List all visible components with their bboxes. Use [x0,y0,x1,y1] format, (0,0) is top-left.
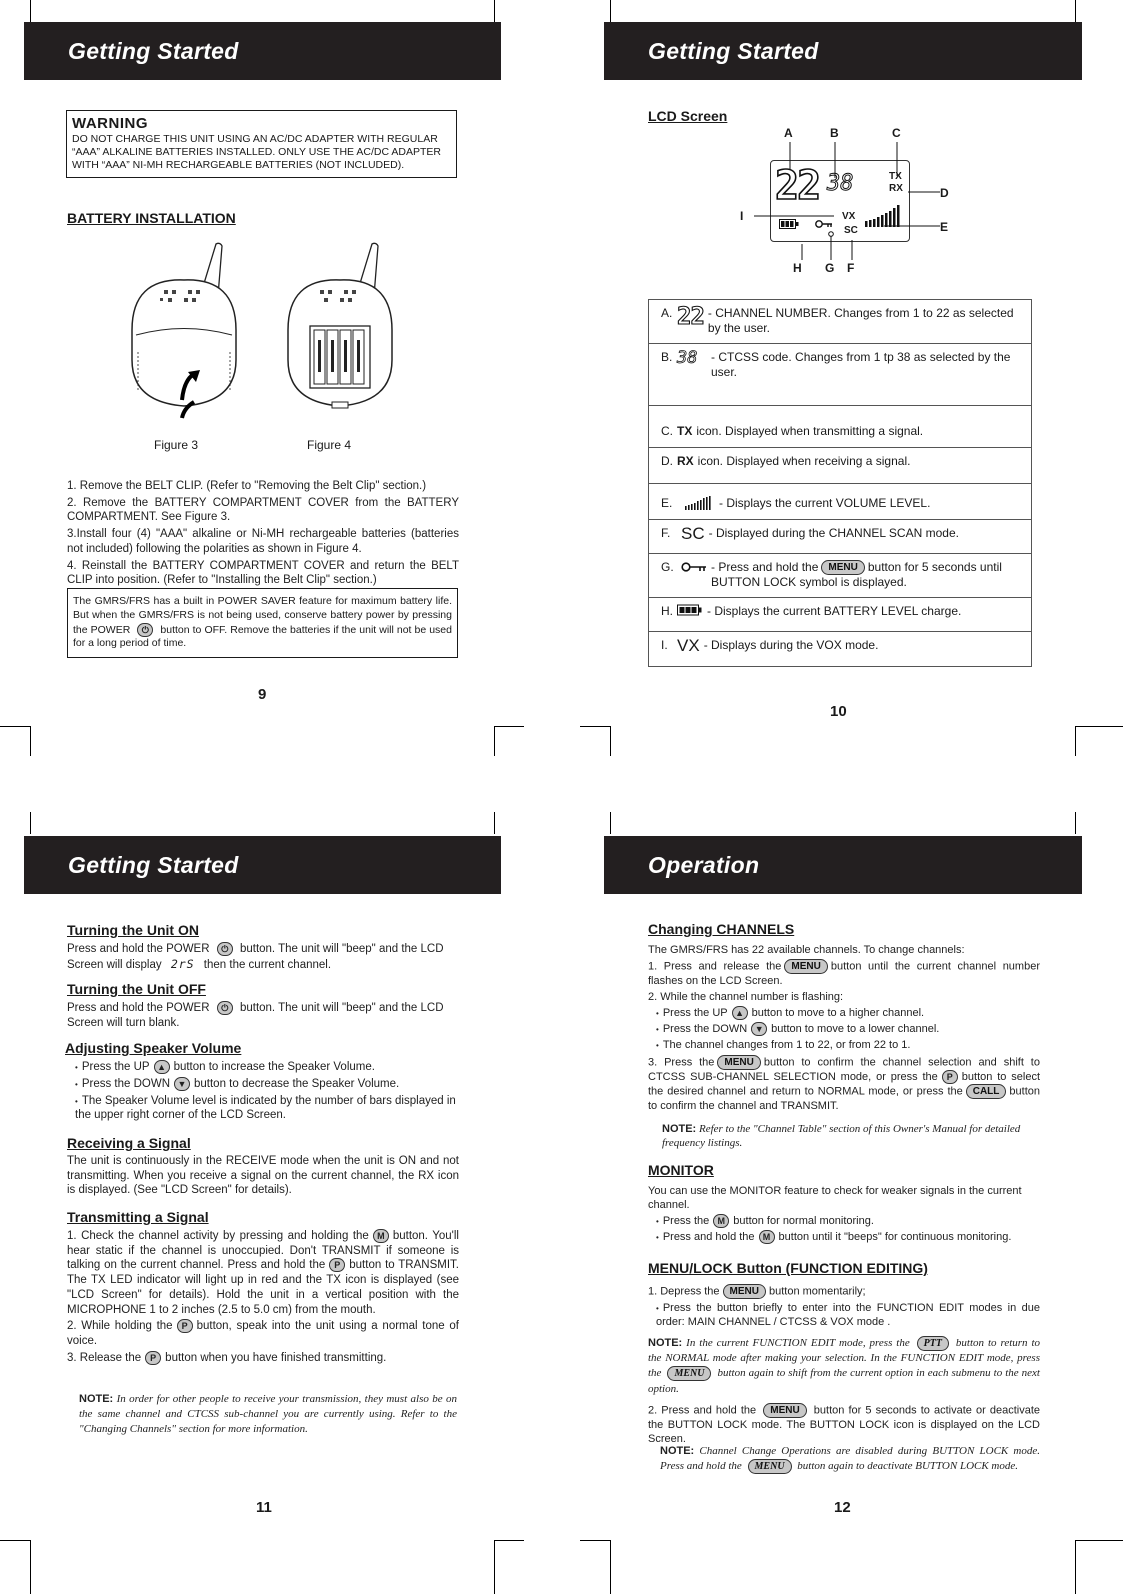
monitor-item-2 [648,1230,1040,1244]
changing-channels-heading: Changing CHANNELS [648,921,795,937]
page-banner: Getting Started [24,836,501,894]
ch-down-text-a: Press the DOWN [662,1023,748,1036]
m1-text-a: 1. Depress the [648,1285,720,1298]
up-arrow-icon: ▲ [154,1060,170,1074]
rx-icon: RX [677,454,694,468]
off-text-b: button. The unit will "beep" and the LCD Screen will turn blank. [67,1002,444,1029]
legend-text: - CHANNEL NUMBER. Changes from 1 to 22 as selected by the user. [707,306,1014,336]
ch-up-text-a: Press the UP [662,1007,728,1020]
monitor-intro: You can use the MONITOR feature to check for weaker signals in the current channel. [648,1185,1022,1212]
callout-h: H [793,261,802,275]
lcd-channel-digits: 22 [775,163,820,209]
menu-button-pill: MENU [748,1459,792,1474]
figure-4-radio-illustration [280,240,400,420]
legend-text: - Displays during the VOX mode. [703,638,879,652]
figure-4-caption: Figure 4 [307,438,352,452]
page-number: 12 [834,1499,851,1516]
tx-icon: TX [677,424,693,438]
power-icon: ⏻ [217,942,233,956]
monitor-item-1 [648,1214,1040,1228]
tx-step-1 [67,1229,459,1317]
legend-row-i [649,632,1031,666]
page-banner: Getting Started [24,22,501,80]
battery-step-2: 2. Remove the BATTERY COMPARTMENT COVER from the BATTERY COMPARTMENT. See Figure 3. [67,496,459,524]
transmit-note [79,1392,457,1437]
legend-letter: F. [661,526,671,540]
off-text-a: Press and hold the POWER [67,1002,210,1015]
battery-step-3: 3.Install four (4) "AAA" alkaline or Ni-MH rechargeable batteries (batteries not included) following the polarities as shown in Figure 4. [67,528,459,555]
ch3-text-a: 3. Press the [648,1055,715,1068]
legend-text-b: button for 5 seconds until BUTTON LOCK symbol is displayed. [711,560,1002,590]
power-icon: ⏻ [137,623,153,637]
legend-row-a [649,300,1031,344]
mon1-text-a: Press the [662,1215,710,1228]
power-icon: ⏻ [217,1001,233,1015]
m1-text-b: button momentarily; [769,1285,866,1298]
tx1-text-c: button to TRANSMIT. The TX LED indicator will light up in red and the TX icon is displayed (see "LCD Screen" for details). Hold the unit in a vertical position with the MICROPHONE 1 to 2 inches (2.5 to 5.0 cm) from the mouth. [67,1259,459,1316]
page-banner: Operation [604,836,1082,894]
mon2-text-a: Press and hold the [662,1231,755,1244]
battery-installation-heading: BATTERY INSTALLATION [67,210,236,226]
lcd-sc-label: SC [844,225,858,236]
battery-step-4: 4. Reinstall the BATTERY COMPARTMENT COVER and return the BELT CLIP into position. (Refer to "Installing the Belt Clip" section.) [67,559,459,587]
channel-step-3 [648,1055,1040,1113]
turning-on-text [67,942,459,972]
page-banner: Getting Started [604,22,1082,80]
menu-button-pill: MENU [821,560,864,575]
receiving-text: The unit is continuously in the RECEIVE mode when the unit is ON and not transmitting. When you receive a signal on the current channel, the RX icon is displayed. (See "LCD Screen" for details). [67,1155,459,1197]
legend-letter: H. [661,604,673,618]
tx3-text-b: button when you have finished transmitting. [165,1351,387,1364]
legend-row-g [649,554,1031,598]
button-lock-note [660,1444,1040,1474]
lcd-segment-text: 2rS [170,956,195,971]
lcd-rx-label: RX [889,183,903,194]
note-label: NOTE: [660,1445,695,1457]
channels-intro: The GMRS/FRS has 22 available channels. To change channels: [648,944,965,956]
tx-step-2 [67,1319,459,1348]
turning-off-heading: Turning the Unit OFF [67,981,206,997]
menu-button-pill: MENU [763,1403,806,1418]
vox-icon: VX [677,636,700,655]
legend-row-d [649,448,1031,484]
mon1-text-b: button for normal monitoring. [733,1215,874,1228]
legend-text: - Displays the current BATTERY LEVEL charge. [707,604,962,618]
legend-letter: I. [661,638,668,652]
legend-text: - Displayed during the CHANNEL SCAN mode. [708,526,959,540]
battery-step-1: 1. Remove the BELT CLIP. (Refer to "Removing the Belt Clip" section.) [67,480,427,492]
legend-row-b [649,344,1031,406]
battery-steps [67,479,459,590]
ch-up-text-b: button to move to a higher channel. [751,1007,925,1020]
legend-row-f [649,520,1031,554]
ch3-text-d: button to confirm the channel and TRANSMIT. [648,1085,1040,1112]
channel-step-2: 2. While the channel number is flashing: [648,991,844,1004]
tx1-text-a: 1. Check the channel activity by pressing and holding the [67,1230,369,1243]
ch1-text-b: button until the current channel number flashes on the LCD Screen. [648,960,1040,988]
note-text: In order for other people to receive your transmission, they must also be on the same channel and CTCSS sub-channel you are currently using. Refer to the "Changing Channels" section for more information. [79,1393,457,1435]
callout-c: C [892,126,901,140]
on-text-c: then the current channel. [203,958,332,971]
power-saver-note-text-b: button to OFF. Remove the batteries if the unit will not be used for a long period of time. [73,623,452,650]
figure-3-radio-illustration [124,240,244,420]
legend-text: - Displays the current VOLUME LEVEL. [719,496,931,510]
legend-row-c [649,406,1031,448]
function-edit-note [648,1336,1040,1397]
callout-a: A [784,126,793,140]
channel-range-item: • The channel changes from 1 to 22, or from 22 to 1. [648,1038,1040,1052]
p-button-icon: P [145,1351,161,1365]
m-button-icon: M [373,1229,389,1243]
crop-mark [1075,1540,1123,1541]
turning-off-text [67,1001,459,1030]
key-lock-icon [681,560,707,574]
page-9 [24,0,501,760]
menu-button-pill: MENU [723,1284,766,1299]
menu-lock-heading: MENU/LOCK Button (FUNCTION EDITING) [648,1260,928,1276]
channel-table-note [662,1122,1040,1150]
monitor-text [648,1184,1040,1246]
down-arrow-icon: ▼ [751,1022,767,1036]
m-button-icon: M [759,1230,775,1244]
legend-letter: G. [661,560,674,574]
volume-level-item: • The Speaker Volume level is indicated by the number of bars displayed in the upper right corner of the LCD Screen. [67,1094,459,1123]
m-button-icon: M [713,1214,729,1228]
legend-row-h [649,598,1031,632]
ctcss-digits-icon: 38 [677,348,698,368]
callout-f: F [847,261,855,275]
page-number: 11 [256,1499,272,1516]
warning-box [66,110,457,178]
scan-icon: SC [681,524,705,543]
channel-down-item [648,1022,1040,1036]
ch3-text-c: button to select the desired channel and return to NORMAL mode, or press the [648,1070,1040,1097]
adjusting-volume-heading: Adjusting Speaker Volume [65,1040,242,1056]
note-label: NOTE: [79,1393,114,1405]
vol-down-text-a: Press the DOWN [81,1077,170,1090]
callout-g: G [825,261,835,275]
call-button-pill: CALL [966,1084,1007,1099]
note2-text-b: button to return to the NORMAL mode after making your selection. In the FUNCTION EDIT mode, press the [648,1337,1041,1380]
page-12 [604,826,1082,1594]
monitor-heading: MONITOR [648,1162,714,1178]
turning-on-heading: Turning the Unit ON [67,922,199,938]
legend-row-e [649,484,1031,520]
p-button-icon: P [177,1319,193,1333]
note2-text-a: In the current FUNCTION EDIT mode, press the [686,1337,910,1350]
m2-text-a: 2. Press and hold the [648,1404,757,1417]
tx-step-3 [67,1351,459,1366]
menu-button-pill: MENU [784,959,827,974]
page-10 [604,0,1082,760]
legend-text: icon. Displayed when receiving a signal. [697,454,911,468]
channel-digits-icon: 22 [677,302,704,330]
ch1-text-a: 1. Press and release the [648,960,782,973]
tx2-text-b: button, speak into the unit using a normal tone of voice. [67,1320,459,1348]
down-arrow-icon: ▼ [174,1077,190,1091]
channel-up-item [648,1006,1040,1020]
note-text: Refer to the "Channel Table" section of this Owner's Manual for detailed frequency listings. [662,1123,1021,1150]
channel-step-1 [648,959,1040,988]
battery-icon [677,604,703,616]
lcd-tx-label: TX [889,171,902,182]
legend-letter: A. [661,306,673,320]
lcd-code-digits: 38 [827,171,854,196]
power-saver-note [67,588,458,658]
menu-step-1-detail: • Press the button briefly to enter into the FUNCTION EDIT modes in due order: MAIN CHANNEL / CTCSS & VOX mode . [648,1301,1040,1329]
transmitting-text [67,1229,459,1368]
p-button-icon: P [329,1258,345,1272]
volume-bars-icon [685,496,711,510]
lcd-callout-lines [734,140,954,270]
ptt-button-pill: PTT [917,1336,949,1351]
ch-down-text-b: button to move to a lower channel. [771,1023,940,1036]
legend-letter: C. [661,424,673,438]
warning-title: WARNING [72,115,148,132]
legend-letter: B. [661,350,673,364]
note-label: NOTE: [662,1123,697,1135]
legend-text-a: - Press and hold the [711,560,819,574]
note3-text-a: Channel Change Operations are disabled during BUTTON LOCK mode. Press and hold the [660,1445,1041,1473]
vol-down-text-b: button to decrease the Speaker Volume. [194,1077,400,1090]
adjusting-volume-text [67,1060,459,1125]
legend-letter: D. [661,454,673,468]
vol-up-text-b: button to increase the Speaker Volume. [173,1061,375,1074]
crop-mark [1075,726,1123,727]
legend-letter: E. [661,496,673,510]
p-button-icon: P [942,1070,958,1084]
note3-text-b: button again to deactivate BUTTON LOCK mode. [797,1460,1019,1473]
on-text-a: Press and hold the POWER [67,943,210,956]
warning-text: DO NOT CHARGE THIS UNIT USING AN AC/DC ADAPTER WITH REGULAR “AAA” ALKALINE BATTERIES INSTALLED. ONLY USE THE AC/DC ADAPTER WITH “AAA” NI-MH RECHARGEABLE BATTERIES (NOT INCLUDED). [72,133,441,172]
lcd-vx-label: VX [842,211,856,222]
tx2-text-a: 2. While holding the [67,1320,173,1333]
menu-step-1 [648,1284,1040,1299]
menu-lock-text [648,1284,1040,1331]
note2-text-c: button again to shift from the current option in each submenu to the next option. [648,1367,1040,1395]
page-number: 10 [830,703,847,720]
menu-button-pill: MENU [667,1366,711,1381]
ch3-text-b: button to confirm the channel selection and shift to CTCSS SUB-CHANNEL SELECTION mode, or press the [648,1055,1040,1083]
menu-button-pill: MENU [717,1055,760,1070]
page-number: 9 [258,686,267,703]
page-11 [24,826,501,1594]
on-text-b: button. The unit will "beep" and the LCD Screen will display [67,943,444,971]
lcd-legend-table [648,299,1032,667]
callout-i: I [740,209,744,223]
legend-text [711,560,1025,591]
legend-text: icon. Displayed when transmitting a signal. [696,424,924,438]
volume-down-item [67,1077,459,1092]
callout-b: B [830,126,839,140]
figure-3-caption: Figure 3 [154,438,199,452]
tx1-text-b: button. You'll hear static if the channel is unoccupied. Don't TRANSMIT if someone is talking on the current channel. Press and hold the [67,1230,459,1272]
menu-step-2 [648,1403,1040,1446]
up-arrow-icon: ▲ [732,1006,748,1020]
lcd-screen-heading: LCD Screen [648,108,728,124]
callout-d: D [940,186,949,200]
note-label: NOTE: [648,1337,683,1350]
m2-text-b: button for 5 seconds to activate or deactivate the BUTTON LOCK mode. The BUTTON LOCK icon is displayed on the LCD Screen. [648,1404,1040,1446]
changing-channels-text [648,943,1040,1115]
power-saver-note-text-a: The GMRS/FRS has a built in POWER SAVER feature for maximum battery life. But when the GMRS/FRS is not being used, conserve battery power by pressing the POWER [73,595,452,636]
callout-e: E [940,220,949,234]
receiving-heading: Receiving a Signal [67,1135,191,1151]
volume-up-item [67,1060,459,1075]
transmitting-heading: Transmitting a Signal [67,1209,209,1225]
mon2-text-b: button until it "beeps" for continuous monitoring. [778,1231,1012,1244]
vol-up-text-a: Press the UP [81,1061,150,1074]
tx3-text-a: 3. Release the [67,1351,142,1364]
legend-text: - CTCSS code. Changes from 1 tp 38 as selected by the user. [711,350,1011,380]
